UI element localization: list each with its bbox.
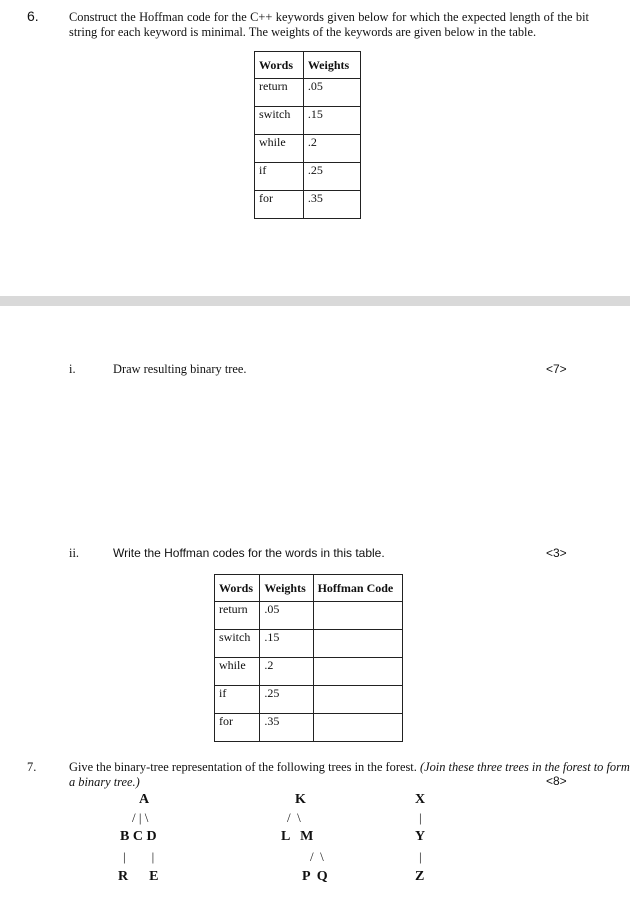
weight-cell: .05 (303, 79, 360, 107)
tree2-edges-2: / \ (310, 849, 324, 864)
question-6-number: 6. (27, 8, 39, 24)
table-row (215, 602, 403, 630)
weight-cell: .35 (260, 714, 313, 742)
tree2-edges: / \ (287, 810, 301, 825)
table-row (215, 658, 403, 686)
tree3-edge-1: | (419, 810, 422, 825)
question-7-note: (Join these three trees in the forest to form a binary tree.) (69, 760, 630, 789)
weight-cell: .15 (260, 630, 313, 658)
part-ii-text: Write the Hoffman codes for the words in this table. (113, 546, 385, 560)
code-cell[interactable] (313, 658, 402, 686)
table-row (255, 107, 361, 135)
table-row (255, 79, 361, 107)
table-row (255, 163, 361, 191)
word-cell: switch (255, 107, 304, 135)
word-cell: for (255, 191, 304, 219)
tree3-edge-2: | (419, 849, 422, 864)
part-ii-label: ii. (69, 546, 79, 560)
tree1-children: B C D (120, 829, 157, 844)
weight-cell: .2 (260, 658, 313, 686)
word-cell: for (215, 714, 260, 742)
tree1-leaves: R E (118, 869, 159, 884)
header-weights: Weights (303, 52, 360, 79)
word-cell: while (255, 135, 304, 163)
tree1-root: A (139, 792, 150, 807)
word-cell: if (255, 163, 304, 191)
weights-table (254, 51, 361, 219)
table-row (215, 630, 403, 658)
tree2-root: K (295, 792, 306, 807)
code-cell[interactable] (313, 714, 402, 742)
tree2-leaves: P Q (302, 869, 328, 884)
header-words: Words (215, 575, 260, 602)
word-cell: return (255, 79, 304, 107)
weight-cell: .2 (303, 135, 360, 163)
tree1-edges: / | \ (132, 810, 149, 825)
header-weights: Weights (260, 575, 313, 602)
table-row (215, 686, 403, 714)
question-7-main-text: Give the binary-tree representation of the following trees in the forest. (69, 760, 417, 774)
word-cell: while (215, 658, 260, 686)
tree2-children: L M (281, 829, 314, 844)
word-cell: if (215, 686, 260, 714)
header-hoffman-code: Hoffman Code (313, 575, 402, 602)
weight-cell: .35 (303, 191, 360, 219)
word-cell: switch (215, 630, 260, 658)
code-cell[interactable] (313, 630, 402, 658)
tree3-root: X (415, 792, 426, 807)
table-row (255, 135, 361, 163)
table-row (255, 191, 361, 219)
code-cell[interactable] (313, 686, 402, 714)
question-7-number: 7. (27, 760, 37, 774)
question-6-text: Construct the Hoffman code for the C++ keywords given below for which the expected length of the bit string for each keyword is minimal. The weights of the keywords are given below in the table. (69, 10, 589, 39)
tree1-edges-2: | | (123, 849, 155, 864)
table-row (215, 714, 403, 742)
weight-cell: .25 (260, 686, 313, 714)
weight-cell: .05 (260, 602, 313, 630)
code-cell[interactable] (313, 602, 402, 630)
tree3-leaf: Z (415, 869, 425, 884)
hoffman-code-table (214, 574, 403, 742)
weight-cell: .15 (303, 107, 360, 135)
word-cell: return (215, 602, 260, 630)
header-words: Words (255, 52, 304, 79)
part-ii-marks: <3> (546, 546, 567, 560)
part-i-marks: <7> (546, 362, 567, 376)
tree3-middle: Y (415, 829, 426, 844)
question-7-marks: <8> (546, 774, 567, 788)
weight-cell: .25 (303, 163, 360, 191)
part-i-label: i. (69, 362, 76, 376)
part-i-text: Draw resulting binary tree. (113, 362, 247, 376)
page-separator (0, 296, 630, 306)
